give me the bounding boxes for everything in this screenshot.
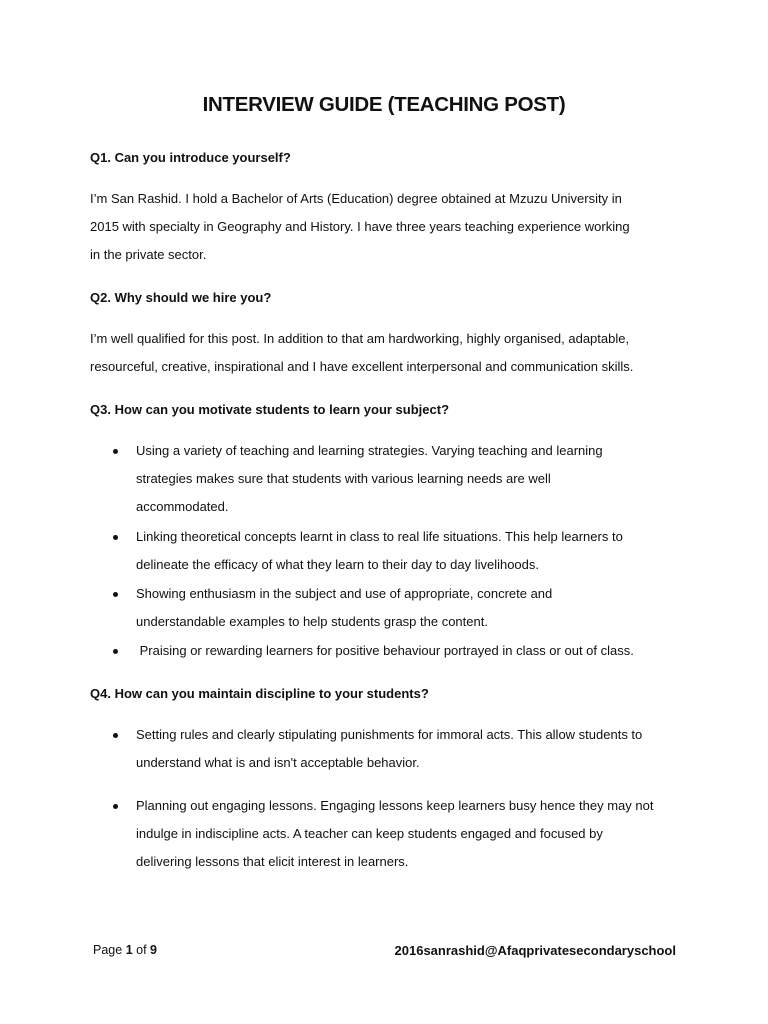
- list-item-line: accommodated.: [136, 499, 229, 514]
- answer-2-line-2: resourceful, creative, inspirational and I have excellent interpersonal and communication skills.: [90, 359, 634, 374]
- question-3: Q3. How can you motivate students to learn your subject?: [90, 402, 450, 417]
- list-item-line: Using a variety of teaching and learning strategies. Varying teaching and learning: [136, 443, 603, 458]
- list-item-line: understand what is and isn't acceptable behavior.: [136, 755, 420, 770]
- bullet-icon: [113, 733, 118, 738]
- answer-1-line-3: in the private sector.: [90, 247, 207, 262]
- answer-1-line-2: 2015 with specialty in Geography and History. I have three years teaching experience working: [90, 219, 630, 234]
- list-item-line: Praising or rewarding learners for positive behaviour portrayed in class or out of class.: [136, 643, 634, 658]
- page-number: [93, 943, 157, 957]
- list-item-line: Setting rules and clearly stipulating punishments for immoral acts. This allow students to: [136, 727, 643, 742]
- bullet-icon: [113, 449, 118, 454]
- page-current: 1: [125, 943, 133, 957]
- bullet-icon: [113, 649, 118, 654]
- document-title: INTERVIEW GUIDE (TEACHING POST): [202, 93, 566, 116]
- question-1: Q1. Can you introduce yourself?: [90, 150, 291, 165]
- page-total: 9: [150, 943, 157, 957]
- page-label: Page: [93, 943, 123, 957]
- list-item-line: indulge in indiscipline acts. A teacher can keep students engaged and focused by: [136, 826, 603, 841]
- list-item-line: strategies makes sure that students with various learning needs are well: [136, 471, 551, 486]
- list-item-line: Linking theoretical concepts learnt in class to real life situations. This help learners to: [136, 529, 623, 544]
- list-item-line: Planning out engaging lessons. Engaging lessons keep learners busy hence they may not: [136, 798, 654, 813]
- question-4: Q4. How can you maintain discipline to your students?: [90, 686, 429, 701]
- page-of: of: [136, 943, 147, 957]
- list-item-line: Showing enthusiasm in the subject and use of appropriate, concrete and: [136, 586, 553, 601]
- bullet-icon: [113, 535, 118, 540]
- list-item-line: understandable examples to help students grasp the content.: [136, 614, 488, 629]
- list-item-line: delivering lessons that elicit interest in learners.: [136, 854, 409, 869]
- answer-2-line-1: I’m well qualified for this post. In addition to that am hardworking, highly organised, adaptable,: [90, 331, 630, 346]
- answer-1-line-1: I’m San Rashid. I hold a Bachelor of Arts (Education) degree obtained at Mzuzu University in: [90, 191, 622, 206]
- bullet-icon: [113, 592, 118, 597]
- footer-email: 2016sanrashid@Afaqprivatesecondaryschool: [394, 943, 676, 958]
- bullet-icon: [113, 804, 118, 809]
- list-item-line: delineate the efficacy of what they learn to their day to day livelihoods.: [136, 557, 540, 572]
- question-2: Q2. Why should we hire you?: [90, 290, 272, 305]
